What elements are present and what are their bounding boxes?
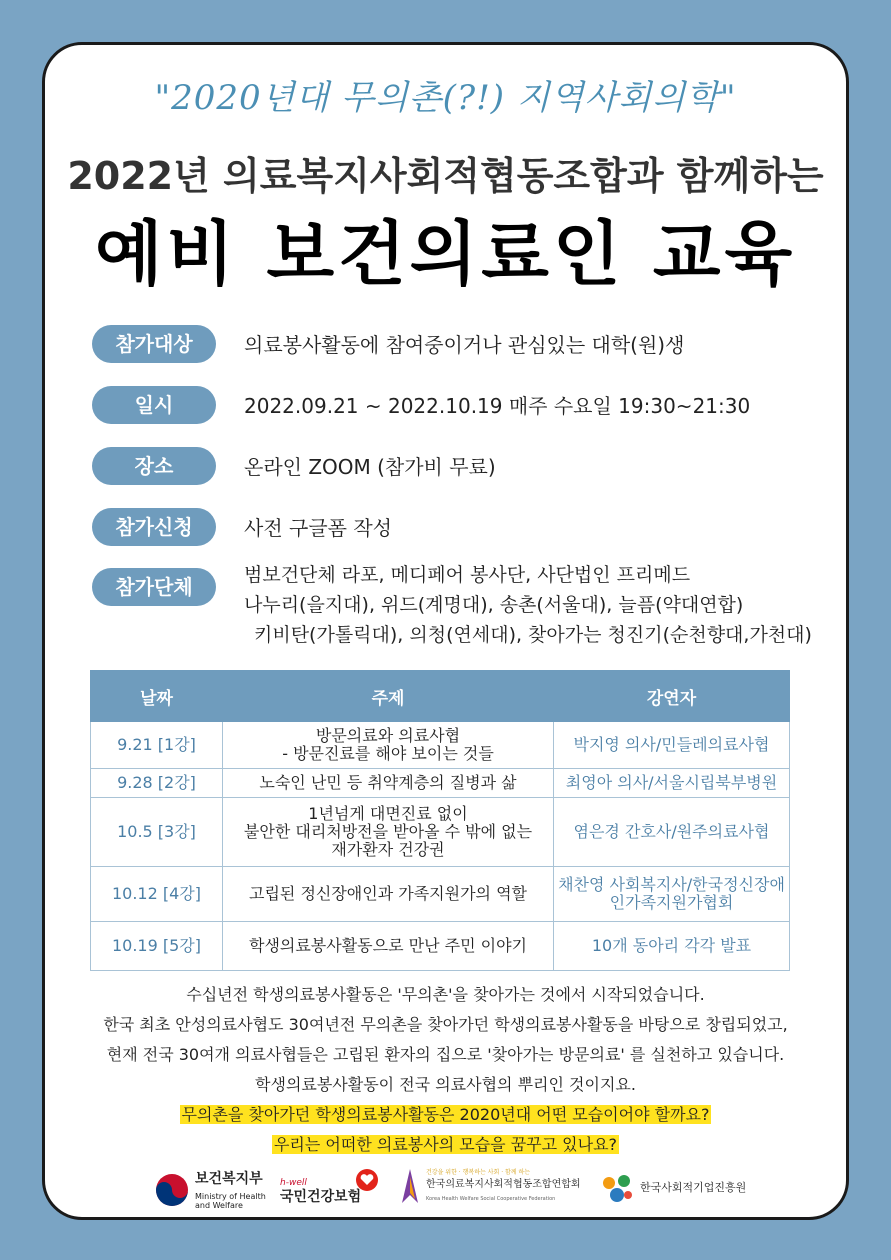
heading-title: 예비 보건의료인 교육: [94, 213, 797, 295]
highlight-line: 우리는 어떠한 의료봉사의 모습을 꿈꾸고 있나요?: [273, 1135, 618, 1154]
heart-icon: [356, 1169, 378, 1191]
kose-icon: [600, 1173, 634, 1205]
cell-topic: [223, 798, 554, 867]
body-line: 학생의료봉사활동이 전국 의료사협의 뿌리인 것이지요.: [255, 1075, 636, 1094]
cell-topic: [223, 922, 554, 971]
table-row: [91, 798, 790, 867]
info-value-apply: 사전 구글폼 작성: [244, 516, 392, 540]
info-label-place: 장소: [92, 447, 216, 485]
speaker-line: 최영아 의사/서울시립북부병원: [565, 773, 778, 792]
federation-slogan: 건강을 위한 · 행복하는 사회 · 함께 하는: [426, 1169, 531, 1176]
info-label-groups: 참가단체: [92, 568, 216, 606]
info-value-target: 의료봉사활동에 참여중이거나 관심있는 대학(원)생: [244, 333, 685, 357]
groups-line: 나누리(을지대), 위드(계명대), 송촌(서울대), 늘픔(약대연합): [244, 594, 744, 616]
taegeuk-icon: [155, 1173, 189, 1207]
speaker-line: 채찬영 사회복지사/한국정신장애: [558, 875, 785, 894]
body-text: [0, 980, 891, 1160]
cell-date: 10.5 [3강]: [91, 798, 223, 867]
cell-speaker: [554, 922, 790, 971]
topic-line: 재가환자 건강권: [331, 840, 445, 859]
body-line: 수십년전 학생의료봉사활동은 '무의촌'을 찾아가는 것에서 시작되었습니다.: [186, 985, 705, 1004]
header-date: 날짜: [91, 671, 223, 722]
sponsor-logos: [0, 1165, 891, 1215]
highlight-line: 무의촌을 찾아가던 학생의료봉사활동은 2020년대 어떤 모습이어야 할까요?: [181, 1105, 710, 1124]
cell-topic: [223, 722, 554, 769]
topic-line: 고립된 정신장애인과 가족지원가의 역할: [248, 884, 527, 903]
tagline: "2020년대 무의촌(?!) 지역사회의학": [154, 78, 737, 118]
cell-date: 9.28 [2강]: [91, 769, 223, 798]
schedule-table: [90, 670, 790, 971]
body-line: 한국 최초 안성의료사협도 30여년전 무의촌을 찾아가던 학생의료봉사활동을 바탕으로 창립되었고,: [103, 1015, 788, 1034]
nhis-small: h-well: [280, 1178, 307, 1188]
groups-line: 범보건단체 라포, 메디페어 봉사단, 사단법인 프리메드: [244, 564, 691, 586]
speaker-line: 인가족지원가협회: [609, 893, 734, 912]
speaker-line: 박지영 의사/민들레의료사협: [573, 735, 770, 754]
info-value-date: 2022.09.21 ~ 2022.10.19 매주 수요일 19:30~21:30: [244, 394, 751, 418]
table-row: [91, 769, 790, 798]
topic-line: 학생의료봉사활동으로 만난 주민 이야기: [248, 936, 527, 955]
groups-line: 키비탄(가톨릭대), 의청(연세대), 찾아가는 청진기(순천향대,가천대): [254, 624, 812, 646]
schedule-header-row: [91, 671, 790, 722]
federation-icon: [400, 1169, 420, 1205]
topic-line: 노숙인 난민 등 취약계층의 질병과 삶: [259, 773, 517, 792]
info-label-date: 일시: [92, 386, 216, 424]
info-label-apply: 참가신청: [92, 508, 216, 546]
heading-subtitle: 2022년 의료복지사회적협동조합과 함께하는: [67, 154, 824, 198]
mohw-name: 보건복지부: [195, 1171, 263, 1187]
cell-date: 10.12 [4강]: [91, 867, 223, 922]
speaker-line: 10개 동아리 각각 발표: [591, 936, 752, 955]
info-value-place: 온라인 ZOOM (참가비 무료): [244, 455, 496, 479]
cell-topic: [223, 769, 554, 798]
topic-line: 불안한 대리처방전을 받아올 수 밖에 없는: [243, 822, 533, 841]
info-label-target: 참가대상: [92, 325, 216, 363]
kose-name: 한국사회적기업진흥원: [640, 1181, 747, 1194]
header-topic: 주제: [223, 671, 554, 722]
table-row: [91, 922, 790, 971]
nhis-name: 국민건강보험: [280, 1189, 362, 1205]
table-row: [91, 867, 790, 922]
mohw-en-line: and Welfare: [195, 1201, 243, 1210]
cell-speaker: [554, 798, 790, 867]
federation-name: 한국의료복지사회적협동조합연합회: [426, 1179, 581, 1190]
cell-speaker: [554, 722, 790, 769]
mohw-en-line: Ministry of Health: [195, 1192, 266, 1201]
topic-line: - 방문진료를 해야 보이는 것들: [282, 744, 494, 763]
header-speaker: 강연자: [554, 671, 790, 722]
topic-line: 방문의료와 의료사협: [315, 726, 461, 745]
speaker-line: 염은경 간호사/원주의료사협: [573, 822, 770, 841]
cell-date: 9.21 [1강]: [91, 722, 223, 769]
topic-line: 1년넘게 대면진료 없이: [308, 804, 468, 823]
body-line: 현재 전국 30여개 의료사협들은 고립된 환자의 집으로 '찾아가는 방문의료' 를 실천하고 있습니다.: [106, 1045, 785, 1064]
info-value-groups: [244, 560, 812, 650]
federation-en: Korea Health Welfare Social Cooperative Federation: [426, 1196, 556, 1202]
cell-speaker: [554, 867, 790, 922]
cell-date: 10.19 [5강]: [91, 922, 223, 971]
cell-topic: [223, 867, 554, 922]
table-row: [91, 722, 790, 769]
cell-speaker: [554, 769, 790, 798]
